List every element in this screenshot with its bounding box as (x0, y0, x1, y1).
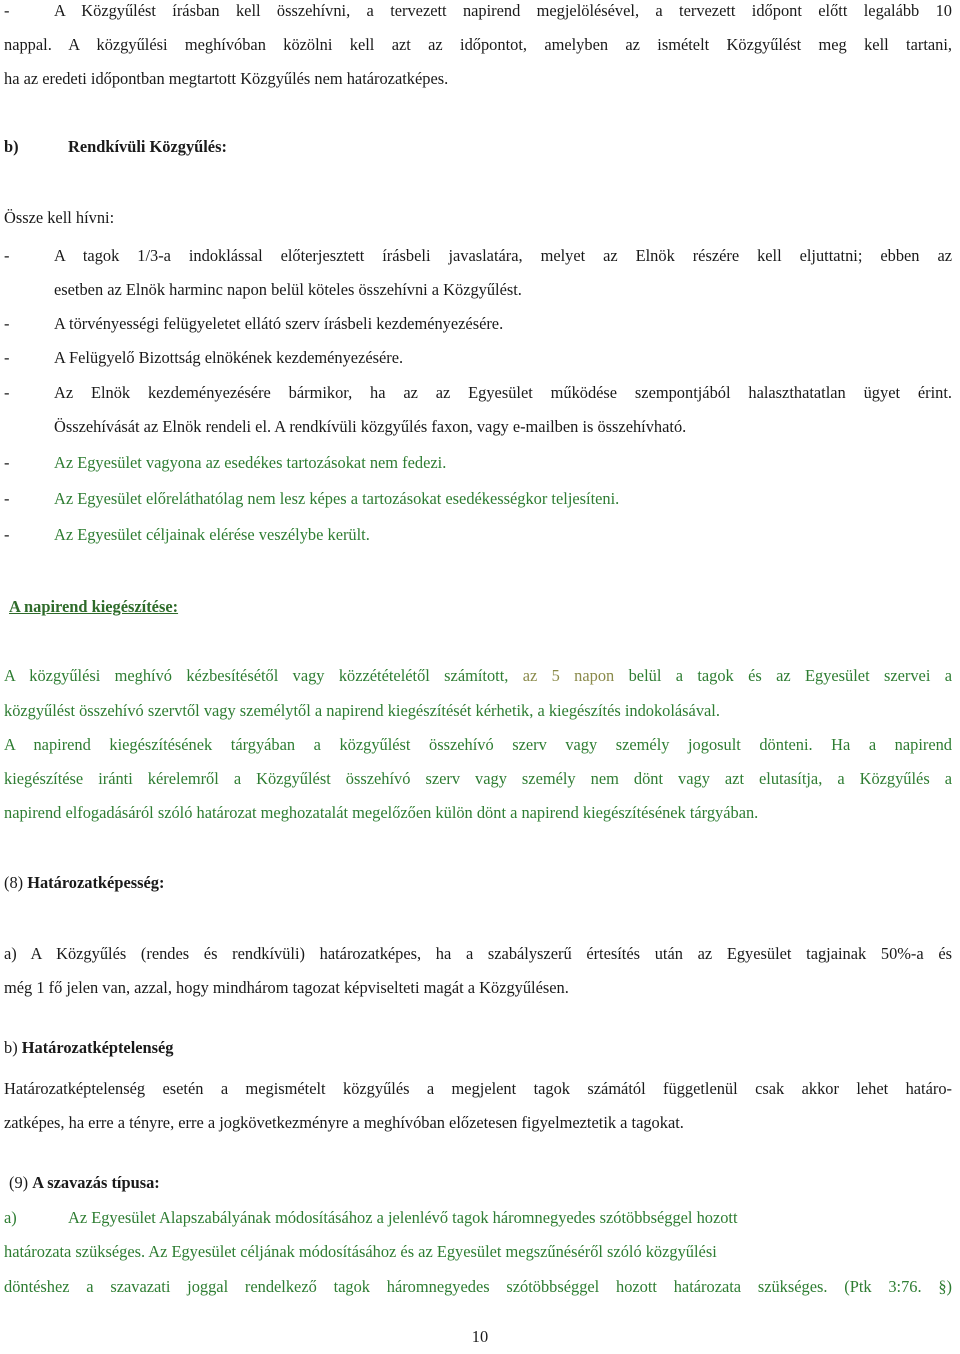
paragraph-line: még 1 fő jelen van, azzal, hogy mindhárom tagozat képviselteti magát a Közgyűlésen. (4, 978, 569, 997)
paragraph-line: A napirend kiegészítésének tárgyában a közgyűlést összehívó szerv vagy személy jogosult dönteni. Ha a napirend (4, 735, 952, 754)
list-item-text: A tagok 1/3-a indoklással előterjesztett írásbeli javaslatára, melyet az Elnök részére kell eljuttatni; ebben az (54, 246, 952, 265)
list-dash: - (4, 453, 10, 472)
paragraph-line: döntéshez a szavazati joggal rendelkező tagok háromnegyedes szótöbbséggel hozott határozata szükséges. (Ptk 3:76. §) (4, 1277, 952, 1296)
list-item (4, 446, 952, 480)
page-number: 10 (471, 1327, 489, 1346)
list-item-text: esetben az Elnök harminc napon belül köteles összehívni a Közgyűlést. (54, 280, 522, 299)
paragraph-line: napirend elfogadásáról szóló határozat meghozatalát megelőzően külön dönt a napirend kiegészítésének tárgyában. (4, 803, 759, 822)
list-item-continuation (4, 410, 952, 444)
list-item-text: A törvényességi felügyeletet ellátó szerv írásbeli kezdeményezésére. (54, 314, 504, 333)
list-dash: - (4, 314, 10, 333)
section-number: (9) (9, 1173, 29, 1192)
paragraph-line: közgyűlést összehívó szervtől vagy személytől a napirend kiegészítését kérhetik, a kiegészítés indokolásával. (4, 701, 720, 720)
list-item-text: Az Egyesület előreláthatólag nem lesz képes a tartozásokat esedékességkor teljesíteni. (54, 489, 620, 508)
list-item (4, 376, 952, 410)
list-item-text: Összehívását az Elnök rendeli el. A rendkívüli közgyűlés faxon, vagy e-mailben is összehívható. (54, 417, 687, 436)
list-dash: - (4, 1, 10, 20)
paragraph-line: Határozatképtelenség esetén a megismételt közgyűlés a megjelent tagok számától függetlenül csak akkor lehet határo- (4, 1079, 952, 1098)
paragraph-line: kiegészítése iránti kérelemről a Közgyűlést összehívó szerv vagy személy nem dönt vagy azt elutasítja, a Közgyűlés a (4, 769, 952, 788)
list-item (4, 482, 952, 516)
section-9-heading (9, 1166, 957, 1200)
list-dash: - (4, 489, 10, 508)
list-item-text: A Felügyelő Bizottság elnökének kezdeményezésére. (54, 348, 404, 367)
list-item (4, 239, 952, 273)
text-run-highlight: az 5 napon (522, 666, 615, 685)
paragraph-line: A Közgyűlést írásban kell összehívni, a tervezett napirend megjelölésével, a tervezett időpont előtt legalább 10 (54, 1, 952, 20)
section-title: Rendkívüli Közgyűlés: (68, 137, 227, 156)
list-dash: - (4, 348, 10, 367)
list-item (4, 518, 952, 552)
section-title: A szavazás típusa: (32, 1173, 160, 1192)
list-dash: - (4, 525, 10, 544)
section-marker: a) (4, 1208, 17, 1227)
section-b-heading (4, 130, 952, 164)
text-run: Az Egyesület Alapszabályának módosításához a jelenlévő tagok háromnegyedes szótöbbséggel hozott (68, 1208, 738, 1227)
paragraph-line: határozata szükséges. Az Egyesület céljának módosításához és az Egyesület megszűnéséről szóló közgyűlési (4, 1242, 717, 1261)
text-run: belül a tagok és az Egyesület szervei a (628, 666, 953, 685)
section-marker: b) (4, 137, 19, 156)
section-8-heading (4, 866, 952, 900)
section-title: A napirend kiegészítése: (9, 597, 179, 616)
section-intro: Össze kell hívni: (4, 208, 115, 227)
section-a-tail (4, 0, 952, 28)
section-marker: b) (4, 1038, 18, 1057)
list-item (4, 307, 952, 341)
list-dash: - (4, 246, 10, 265)
list-item-text: Az Elnök kezdeményezésére bármikor, ha az az Egyesület működése szempontjából halaszthatatlan ügyet érint. (54, 383, 952, 402)
section-number: (8) (4, 873, 24, 892)
paragraph-line: nappal. A közgyűlési meghívóban közölni kell azt az időpontot, amelyben az ismételt Közgyűlést meg kell tartani, (4, 35, 952, 54)
paragraph-line: zatképes, ha erre a tényre, erre a jogkövetkezményre a meghívóban előzetesen figyelmeztetik a tagokat. (4, 1113, 684, 1132)
list-item-text: Az Egyesület vagyona az esedékes tartozásokat nem fedezi. (54, 453, 447, 472)
section-title: Határozatképesség: (27, 873, 165, 892)
subsection-heading (4, 1031, 952, 1065)
list-item-text: Az Egyesület céljainak elérése veszélybe került. (54, 525, 370, 544)
paragraph-line: a) A Közgyűlés (rendes és rendkívüli) határozatképes, ha a szabályszerű értesítés után az Egyesület tagjainak 50%-a és (4, 944, 952, 963)
list-item-continuation (4, 273, 952, 307)
list-dash: - (4, 383, 10, 402)
text-run: A közgyűlési meghívó kézbesítésétől vagy közzétételétől számított, (4, 666, 509, 685)
list-item (4, 341, 952, 375)
paragraph-line (4, 1201, 952, 1235)
napirend-heading (9, 590, 957, 624)
paragraph-line: ha az eredeti időpontban megtartott Közgyűlés nem határozatképes. (4, 69, 449, 88)
paragraph-line (4, 659, 952, 693)
section-title: Határozatképtelenség (21, 1038, 174, 1057)
